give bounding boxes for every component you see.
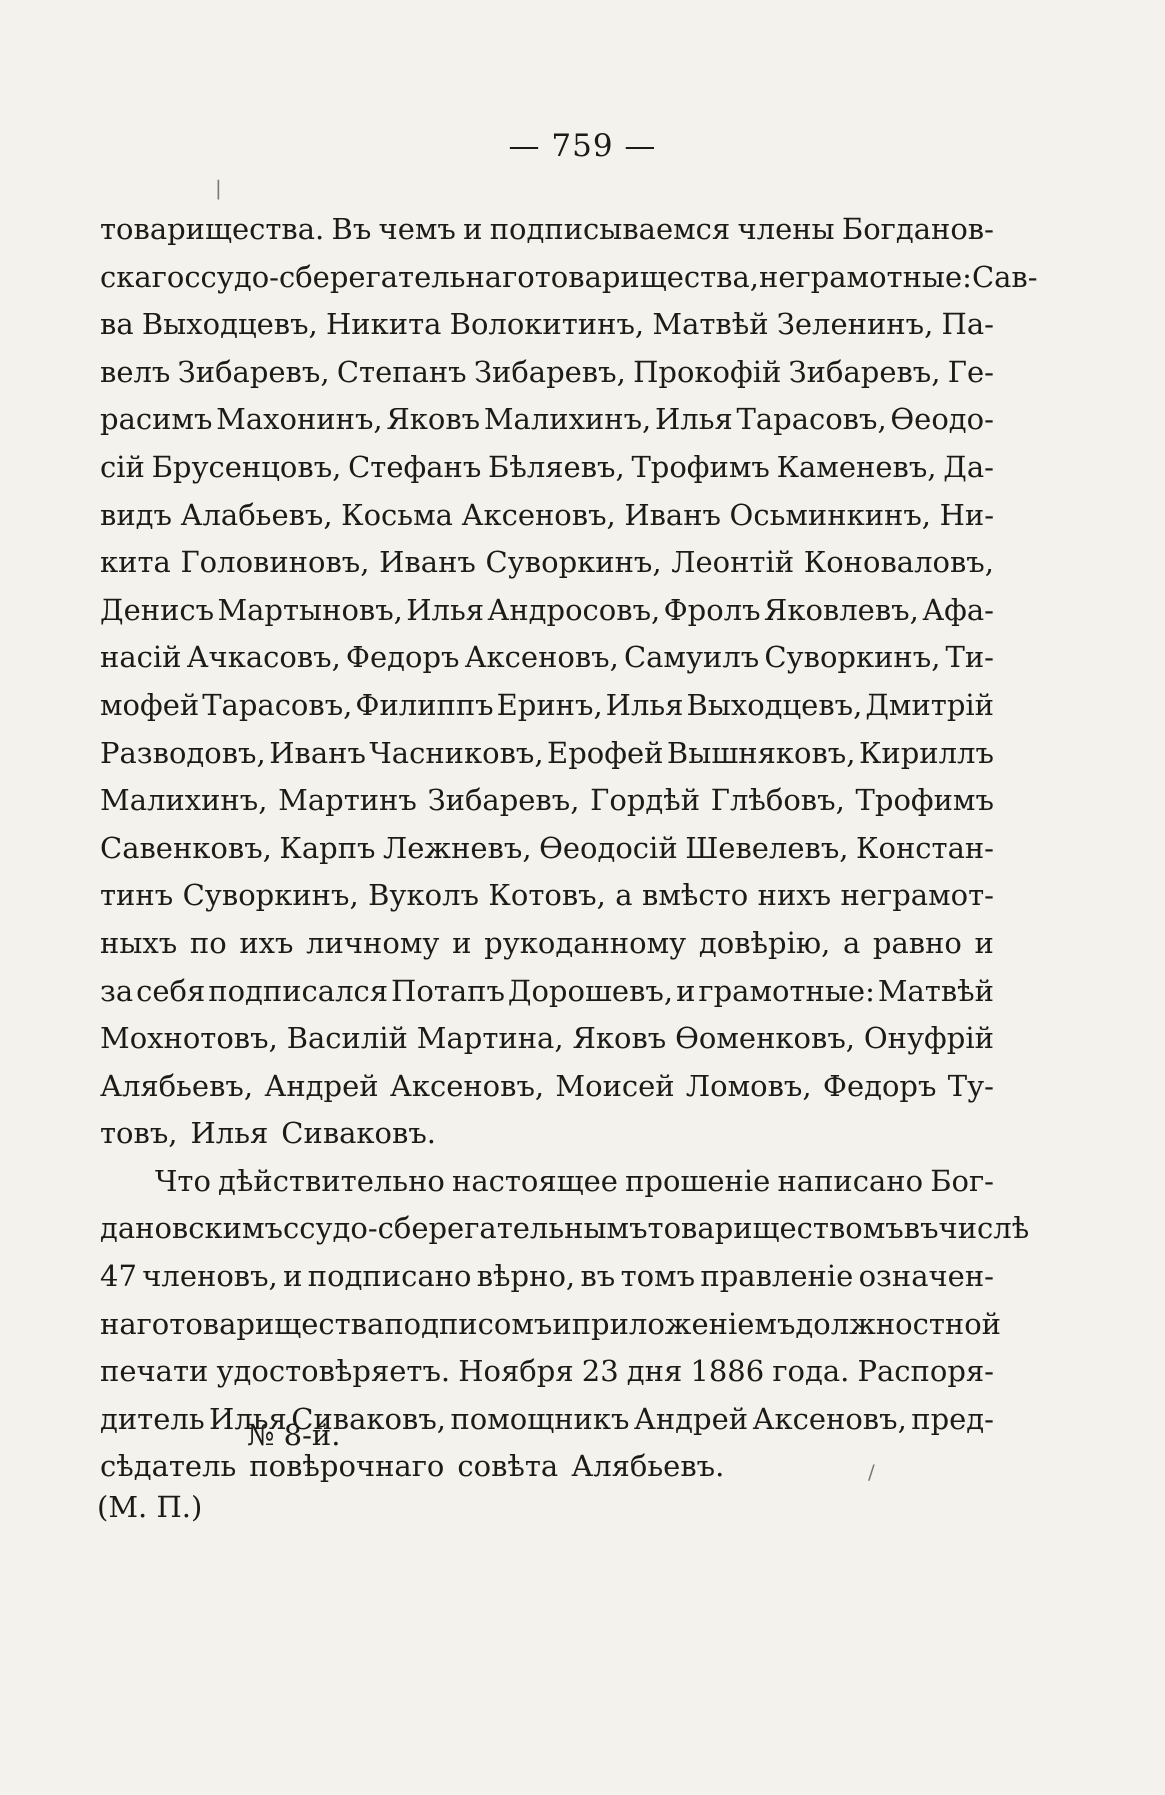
word: Ни- [939, 497, 994, 532]
word: Федоръ [822, 1068, 937, 1103]
text-line [100, 920, 994, 968]
word: совѣта [457, 1449, 559, 1484]
text-line [100, 1205, 1030, 1253]
word: Дорошевъ, [507, 973, 674, 1008]
word: Андрей [633, 1401, 749, 1436]
word: Иванъ [624, 497, 721, 532]
word: Илья [406, 592, 485, 627]
word: вмѣсто [642, 878, 749, 913]
word: Стефанъ [348, 449, 482, 484]
word: Трофимъ [631, 449, 770, 484]
word: и [452, 925, 472, 960]
word: и [676, 973, 696, 1008]
document-body [100, 206, 1038, 1491]
word: Денисъ [100, 592, 215, 627]
word: Распоря- [857, 1354, 994, 1389]
word: Суворкинъ, [485, 545, 662, 580]
text-line [100, 349, 994, 397]
word: Гордѣй [590, 783, 701, 818]
word: Андрей [264, 1068, 379, 1103]
word: правленіе [700, 1259, 854, 1294]
word: дановскимъ [100, 1211, 283, 1246]
word: числѣ [938, 1211, 1030, 1246]
word: Трофимъ [855, 783, 994, 818]
word: Тарасовъ, [736, 402, 887, 437]
word: Леонтій [671, 545, 795, 580]
word: 1886 [690, 1354, 765, 1389]
word: Филиппъ [355, 687, 494, 722]
word: Карпъ [279, 830, 376, 865]
word: Иванъ [269, 735, 366, 770]
word: Тарасовъ, [202, 687, 353, 722]
word: повѣрочнаго [249, 1449, 445, 1484]
paragraph-certification [100, 1158, 1030, 1491]
word: Яковъ [572, 1021, 667, 1056]
word: Ерофей [547, 735, 664, 770]
word: Разводовъ, [100, 735, 266, 770]
word: подписываемся [489, 212, 731, 246]
word: Махонинъ, [216, 402, 383, 437]
text-line [100, 682, 994, 730]
text-line [100, 492, 994, 540]
word: Ѳеодосій [539, 830, 678, 865]
word: Алябьевъ, [100, 1068, 254, 1103]
word: Ту- [947, 1068, 994, 1103]
word: Самуилъ [623, 640, 760, 675]
word: и [974, 925, 994, 960]
word: дѣйствительно [218, 1163, 445, 1198]
word: равно [872, 925, 962, 960]
word: ва [100, 307, 134, 342]
word: Бог- [930, 1163, 994, 1198]
word: подписомъ [384, 1306, 553, 1341]
word: Яковлевъ, [763, 592, 919, 627]
document-number: № 8-й. [247, 1418, 341, 1452]
text-line [100, 1110, 994, 1158]
word: вѣрно, [476, 1259, 576, 1294]
word: Что [155, 1163, 211, 1198]
word: Бѣляевъ, [488, 449, 625, 484]
word: 47 [100, 1259, 137, 1294]
word: Сиваковъ, [291, 1401, 446, 1436]
word: товарищества, [534, 259, 759, 294]
paragraph-signatories [100, 206, 1038, 1158]
word: Никита [326, 307, 442, 342]
word: ихъ [239, 925, 294, 960]
word: Ге- [947, 354, 994, 389]
word: Часниковъ, [369, 735, 544, 770]
text-line [100, 777, 994, 825]
text-line [100, 872, 994, 920]
word: и [463, 212, 483, 246]
word: довѣрію, [698, 925, 831, 960]
page-number: — 759 — [508, 128, 657, 164]
word: себя [136, 973, 206, 1008]
word: Зибаревъ, [788, 354, 941, 389]
word: сѣдатель [100, 1449, 237, 1484]
word: Аксеновъ, [752, 1401, 907, 1436]
word: скаго [100, 259, 185, 294]
word: Ѳоменковъ, [675, 1021, 855, 1056]
word: 23 [581, 1354, 619, 1389]
word: Вышняковъ, [666, 735, 856, 770]
text-line [100, 444, 994, 492]
word: Андросовъ, [487, 592, 661, 627]
text-line [100, 1443, 994, 1491]
word: Илья [605, 687, 684, 722]
word: Моисей [555, 1068, 675, 1103]
word: члены [737, 212, 835, 246]
word: Илья [654, 402, 733, 437]
word: печати [100, 1354, 209, 1389]
word: Илья [209, 1401, 287, 1436]
word: дня [626, 1354, 683, 1389]
text-line [100, 825, 994, 873]
word: Каменевъ, [776, 449, 937, 484]
word: Федоръ [345, 640, 460, 675]
word: Мохнотовъ, [100, 1021, 278, 1056]
word: Шевелевъ, [685, 830, 849, 865]
word: товъ, [100, 1116, 178, 1151]
text-line [100, 396, 994, 444]
word: Илья [190, 1116, 269, 1151]
word: и [283, 1259, 303, 1294]
word: Еринъ, [496, 687, 603, 722]
word: Головиновъ, [180, 545, 370, 580]
word: Выходцевъ, [686, 687, 863, 722]
word: удостовѣряетъ. [216, 1354, 451, 1389]
word: Выходцевъ, [141, 307, 318, 342]
word: Зибаревъ, [177, 354, 330, 389]
word: въ [903, 1211, 939, 1246]
text-line [100, 634, 994, 682]
word: Волокитинъ, [449, 307, 645, 342]
word: Сав- [971, 259, 1038, 294]
word: Ти- [945, 640, 994, 675]
text-line [100, 1396, 994, 1444]
word: Богданов- [841, 212, 994, 246]
word: Малихинъ, [100, 783, 268, 818]
word: Василій [286, 1021, 408, 1056]
word: неграмот- [840, 878, 994, 913]
word: Зибаревъ, [473, 354, 626, 389]
word: Ломовъ, [685, 1068, 812, 1103]
word: тинъ [100, 878, 174, 913]
word: дитель [100, 1401, 205, 1436]
word: видъ [100, 497, 172, 532]
word: Матвѣй [877, 973, 994, 1008]
word: ныхъ [100, 925, 178, 960]
word: Дмитрій [865, 687, 994, 722]
word: написано [777, 1163, 924, 1198]
word: означен- [858, 1259, 994, 1294]
word: Котовъ, [488, 878, 606, 913]
text-line [100, 1158, 994, 1206]
word: Онуфрій [863, 1021, 994, 1056]
text-line [100, 968, 994, 1016]
word: Фролъ [663, 592, 761, 627]
word: а [842, 925, 861, 960]
word: мофей [100, 687, 200, 722]
stray-mark: / [868, 1460, 875, 1484]
word: грамотные: [698, 973, 875, 1008]
word: Да- [943, 449, 994, 484]
text-line [100, 301, 994, 349]
word: Мартинъ [278, 783, 417, 818]
word: членовъ, [142, 1259, 278, 1294]
word: нихъ [757, 878, 832, 913]
word: Иванъ [379, 545, 476, 580]
word: Матвѣй [652, 307, 769, 342]
text-line [100, 206, 994, 254]
word: расимъ [100, 402, 213, 437]
word: Малихинъ, [483, 402, 652, 437]
word: Коноваловъ, [803, 545, 994, 580]
word: томъ [620, 1259, 696, 1294]
word: сій [100, 449, 145, 484]
word: Аксеновъ, [389, 1068, 545, 1103]
word: ссудо-сберегательнымъ [282, 1211, 648, 1246]
word: Алабьевъ, [180, 497, 333, 532]
word: чемъ [378, 212, 456, 246]
word: Мартыновъ, [217, 592, 403, 627]
word: въ [580, 1259, 616, 1294]
text-line [100, 1301, 1002, 1349]
word: Яковъ [386, 402, 481, 437]
word: рукоданному [484, 925, 687, 960]
text-line [100, 587, 994, 635]
word: товарищества. [100, 212, 325, 246]
word: Косьма [341, 497, 453, 532]
text-line [100, 1348, 994, 1396]
word: неграмотные: [759, 259, 972, 294]
word: прошеніе [625, 1163, 771, 1198]
word: велъ [100, 354, 171, 389]
text-line [100, 730, 994, 778]
word: личному [306, 925, 440, 960]
word: Савенковъ, [100, 830, 272, 865]
stray-mark: | [215, 176, 222, 200]
text-line [100, 1063, 994, 1111]
word: Брусенцовъ, [151, 449, 342, 484]
word: Глѣбовъ, [710, 783, 845, 818]
text-line [100, 1015, 994, 1063]
word: Ачкасовъ, [186, 640, 341, 675]
text-line [100, 1253, 994, 1301]
word: года. [772, 1354, 850, 1389]
word: за [100, 973, 134, 1008]
word: Кириллъ [858, 735, 994, 770]
word: Констан- [856, 830, 994, 865]
word: Зеленинъ, [776, 307, 934, 342]
word: наго [100, 1306, 170, 1341]
text-line [100, 539, 994, 587]
word: Степанъ [336, 354, 467, 389]
word: по [189, 925, 227, 960]
word: Афа- [922, 592, 994, 627]
word: Потапъ [391, 973, 505, 1008]
word: помощникъ [450, 1401, 630, 1436]
word: настоящее [452, 1163, 618, 1198]
word: подписано [307, 1259, 472, 1294]
word: Аксеновъ, [464, 640, 619, 675]
word: Зибаревъ, [427, 783, 580, 818]
word: подписался [208, 973, 389, 1008]
word: пред- [911, 1401, 994, 1436]
word: Ноября [458, 1354, 574, 1389]
word: Алябьевъ. [571, 1449, 725, 1484]
word: насій [100, 640, 182, 675]
word: Суворкинъ, [764, 640, 941, 675]
word: приложеніемъ [571, 1306, 796, 1341]
seal-place-note: (М. П.) [97, 1490, 203, 1524]
word: Въ [331, 212, 372, 246]
word: Прокофій [633, 354, 782, 389]
word: Мартина, [416, 1021, 564, 1056]
word: товарищества [169, 1306, 385, 1341]
word: Сиваковъ. [281, 1116, 437, 1151]
word: товариществомъ [647, 1211, 904, 1246]
word: и [552, 1306, 572, 1341]
word: Лежневъ, [383, 830, 532, 865]
word: Аксеновъ, [461, 497, 616, 532]
word: должностной [795, 1306, 1002, 1341]
word: Па- [941, 307, 994, 342]
text-line [100, 254, 1038, 302]
word: а [615, 878, 633, 913]
word: ссудо-сберегательнаго [184, 259, 535, 294]
word: кита [100, 545, 171, 580]
word: Ѳеодо- [890, 402, 994, 437]
word: Вуколъ [368, 878, 479, 913]
word: Осьминкинъ, [729, 497, 932, 532]
word: Суворкинъ, [182, 878, 359, 913]
